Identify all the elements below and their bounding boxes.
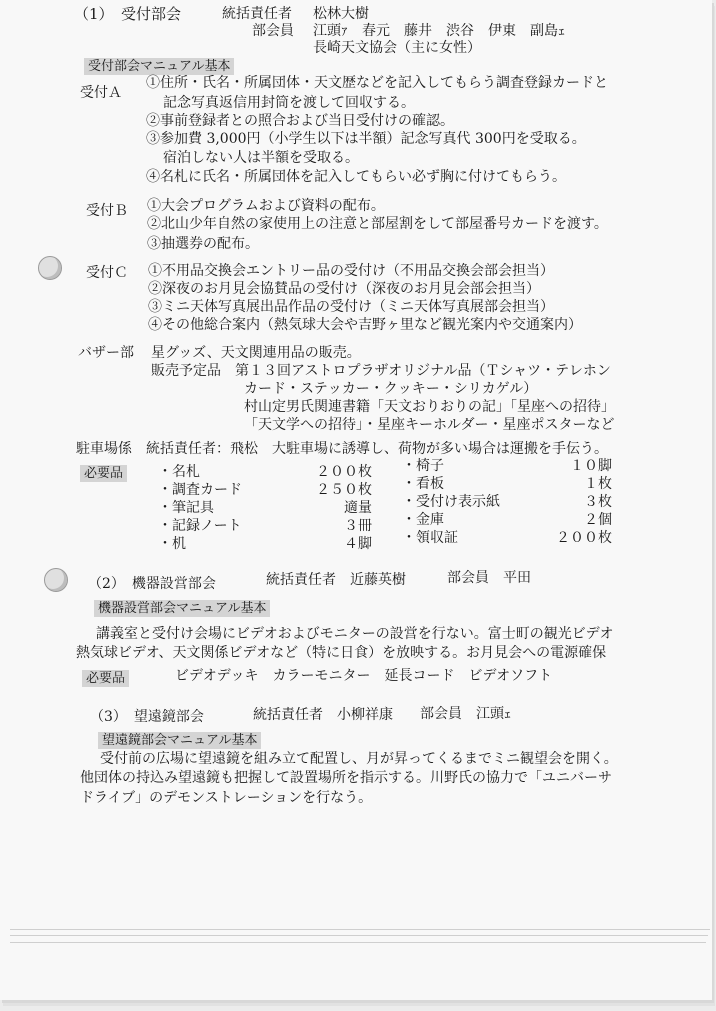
- needs-qty: ２５０枚: [316, 482, 372, 498]
- needs-item: ・机: [158, 536, 186, 552]
- section-3-body-1: 受付前の広場に望遠鏡を組み立て配置し、月が昇ってくるまでミニ観望会を開く。: [100, 751, 618, 767]
- needs-qty: ４脚: [344, 536, 372, 552]
- needs-qty: ３冊: [344, 518, 372, 534]
- section-2-body-1: 講義室と受付け会場にビデオおよびモニターの設営を行ない。富士町の観光ビデオ: [96, 626, 614, 642]
- section-1-members: 江頭ｧ 春元 藤井 渋谷 伊東 副島ｪ: [313, 23, 565, 39]
- uketsuke-a-item-1b: 記念写真返信用封筒を渡して回収する。: [163, 95, 415, 111]
- needs-item: ・調査カード: [158, 482, 242, 498]
- bazaar-line-4: 村山定男氏関連書籍「天文おりおりの記」「星座への招待」: [244, 399, 615, 415]
- needs-qty: １枚: [584, 476, 612, 492]
- needs-item: ・受付け表示紙: [402, 494, 500, 510]
- section-1-chief: 松林大樹: [313, 6, 369, 22]
- section-2-manual-header: 機器設営部会マニュアル基本: [94, 600, 270, 617]
- section-2-chief: 統括責任者 近藤英樹: [266, 572, 406, 588]
- needs-item: ・金庫: [402, 512, 444, 528]
- uketsuke-c-item-4: ④その他総合案内（熱気球大会や吉野ヶ里など観光案内や交通案内）: [148, 317, 582, 333]
- page-edge-line: [10, 929, 710, 930]
- uketsuke-b-item-3: ③抽選券の配布。: [147, 236, 259, 252]
- bazaar-line-3: カード・ステッカー・クッキー・シリカゲル）: [244, 381, 538, 397]
- needs-item: ・筆記具: [158, 500, 214, 516]
- punch-hole-top: [38, 256, 62, 280]
- bazaar-line-1: 星グッズ、天文関連用品の販売。: [151, 345, 361, 361]
- section-2-title: （2） 機器設営部会: [88, 576, 216, 592]
- section-2-needs: ビデオデッキ カラーモニター 延長コード ビデオソフト: [175, 668, 553, 684]
- section-2-needs-label: 必要品: [82, 670, 129, 687]
- needs-item: ・記録ノート: [158, 518, 242, 534]
- bazaar-label: バザー部: [78, 345, 134, 361]
- parking-line: 駐車場係 統括責任者：飛松 大駐車場に誘導し、荷物が多い場合は運搬を手伝う。: [76, 441, 608, 457]
- uketsuke-a-item-3b: 宿泊しない人は半額を受取る。: [163, 150, 359, 166]
- needs-qty: １０脚: [570, 458, 612, 474]
- section-1-members-label: 部会員: [252, 23, 294, 39]
- punch-hole-bottom: [44, 568, 68, 592]
- uketsuke-b-item-1: ①大会プログラムおよび資料の配布。: [147, 198, 385, 214]
- uketsuke-a-label: 受付Ａ: [80, 85, 122, 101]
- section-1-needs-label: 必要品: [80, 465, 127, 482]
- uketsuke-c-item-1: ①不用品交換会エントリー品の受付け（不用品交換会部会担当）: [148, 263, 554, 279]
- section-2-members: 部会員 平田: [447, 570, 531, 586]
- section-3-manual-header: 望遠鏡部会マニュアル基本: [98, 732, 261, 749]
- section-3-body-2: 他団体の持込み望遠鏡も把握して設置場所を指示する。川野氏の協力で「ユニバーサ: [80, 770, 612, 786]
- uketsuke-a-item-3: ③参加費 3,000円（小学生以下は半額）記念写真代 300円を受取る。: [146, 131, 586, 147]
- bazaar-line-2: 販売予定品 第１３回アストロプラザオリジナル品（Ｔシャツ・テレホン: [151, 363, 611, 379]
- needs-item: ・領収証: [402, 530, 458, 546]
- needs-item: ・椅子: [402, 458, 444, 474]
- section-1-chief-label: 統括責任者: [222, 6, 292, 22]
- uketsuke-c-item-2: ②深夜のお月見会協賛品の受付け（深夜のお月見会部会担当）: [148, 281, 540, 297]
- section-1-manual-header: 受付部会マニュアル基本: [84, 58, 234, 75]
- section-3-body-3: ドライブ」のデモンストレーションを行なう。: [80, 790, 373, 806]
- uketsuke-c-item-3: ③ミニ天体写真展出品作品の受付け（ミニ天体写真展部会担当）: [148, 299, 554, 315]
- uketsuke-a-item-2: ②事前登録者との照合および当日受付けの確認。: [146, 113, 454, 129]
- section-3-chief: 統括責任者 小柳祥康: [253, 707, 393, 723]
- needs-qty: ２００枚: [316, 464, 372, 480]
- section-1-members-2: 長崎天文協会（主に女性）: [313, 40, 481, 56]
- uketsuke-c-label: 受付Ｃ: [86, 265, 128, 281]
- uketsuke-b-item-2: ②北山少年自然の家使用上の注意と部屋割をして部屋番号カードを渡す。: [147, 216, 608, 232]
- section-3-members: 部会員 江頭ｪ: [420, 706, 511, 722]
- needs-qty: ３枚: [584, 494, 612, 510]
- section-3-title: （3） 望遠鏡部会: [90, 709, 204, 725]
- uketsuke-a-item-1: ①住所・氏名・所属団体・天文歴などを記入してもらう調査登録カードと: [146, 75, 608, 91]
- page-edge-line: [10, 942, 706, 943]
- page-edge-line: [10, 935, 708, 936]
- uketsuke-b-label: 受付Ｂ: [86, 203, 128, 219]
- needs-item: ・名札: [158, 464, 200, 480]
- needs-qty: ２００枚: [556, 530, 612, 546]
- uketsuke-a-item-4: ④名札に氏名・所属団体を記入してもらい必ず胸に付けてもらう。: [146, 169, 566, 185]
- bazaar-line-5: 「天文学への招待」・星座キーホルダー・星座ポスターなど: [244, 417, 615, 433]
- section-1-title: （1） 受付部会: [74, 5, 182, 23]
- needs-item: ・看板: [402, 476, 444, 492]
- needs-qty: ２個: [584, 512, 612, 528]
- needs-qty: 適量: [344, 500, 372, 516]
- section-2-body-2: 熱気球ビデオ、天文関係ビデオなど（特に日食）を放映する。お月見会への電源確保: [76, 645, 607, 661]
